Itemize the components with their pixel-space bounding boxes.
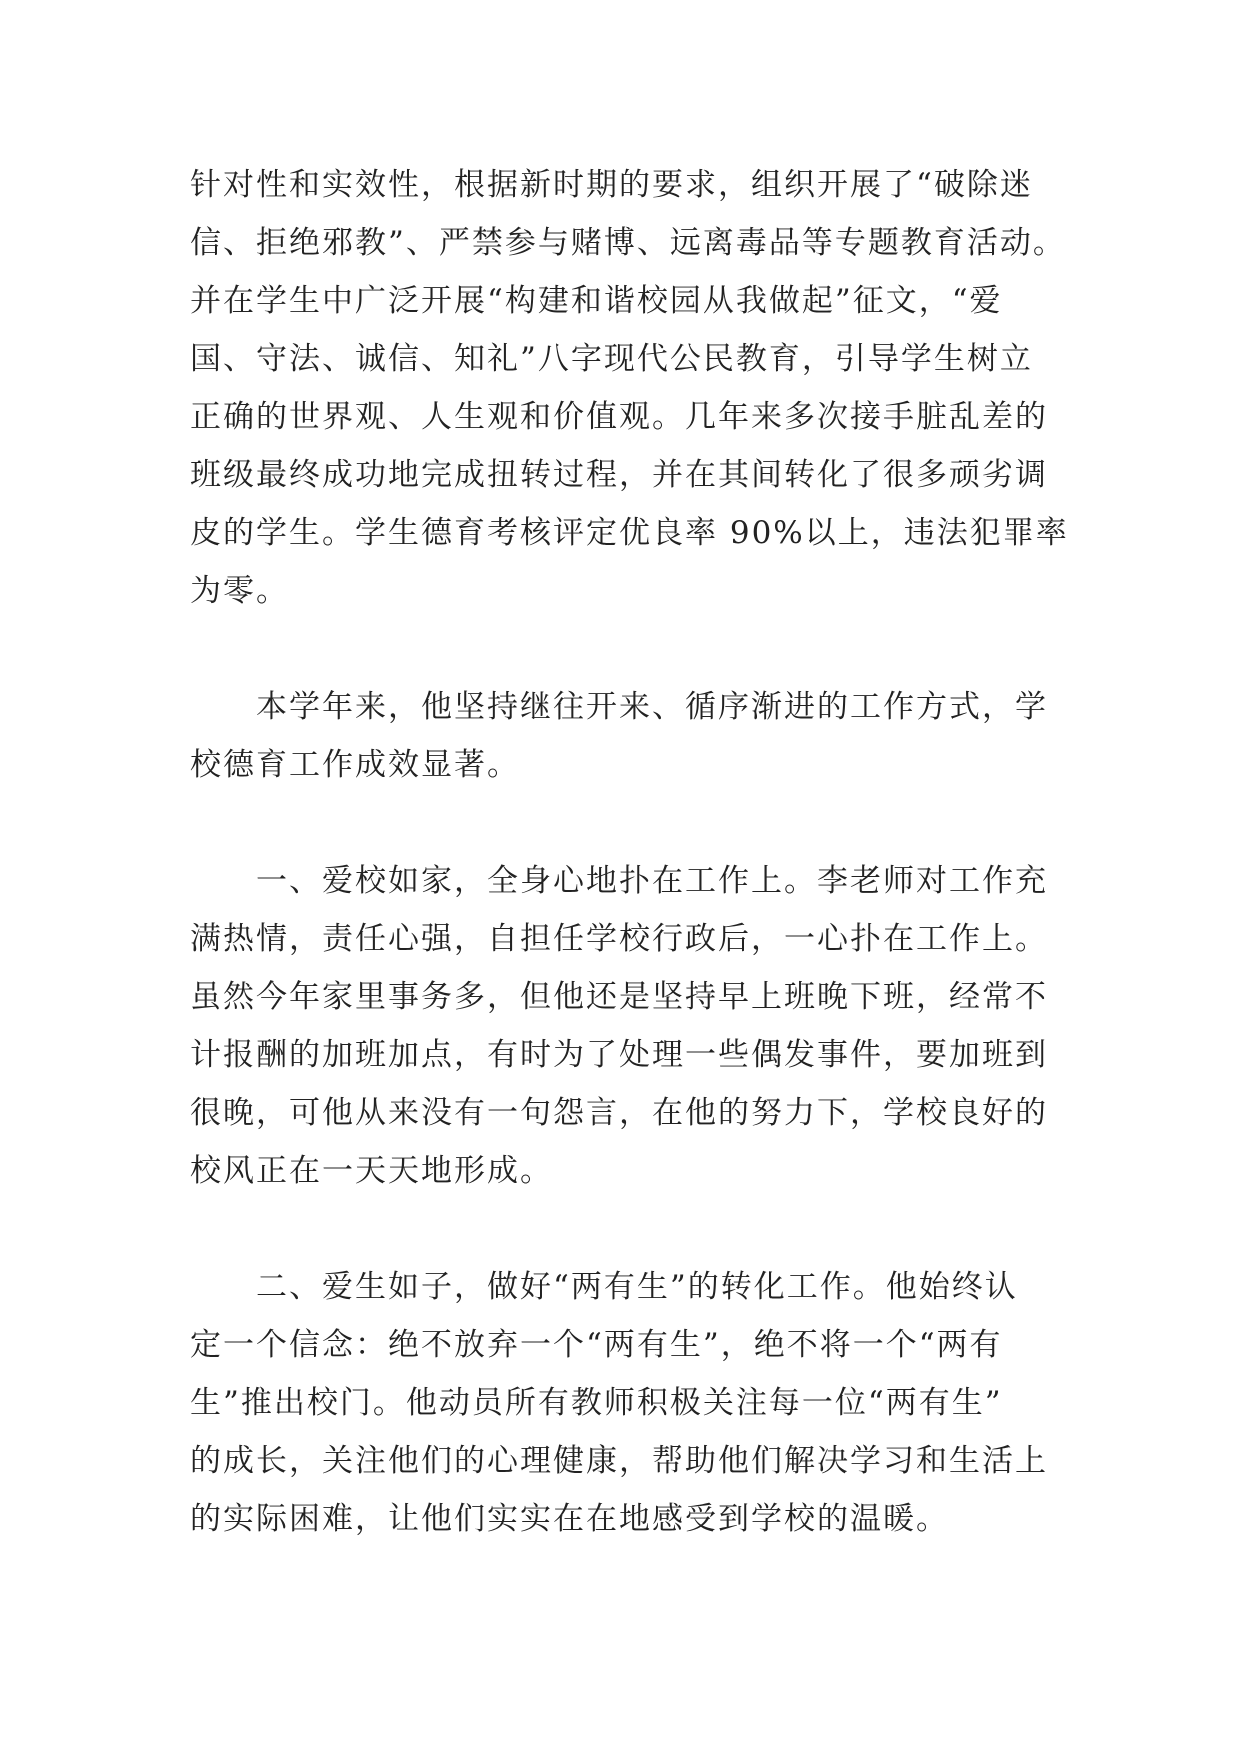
text-line: 信、拒绝邪教”、严禁参与赌博、远离毒品等专题教育活动。: [190, 225, 1066, 261]
text-line: 正确的世界观、人生观和价值观。几年来多次接手脏乱差的: [190, 399, 1048, 435]
text-line: 计报酬的加班加点，有时为了处理一些偶发事件，要加班到: [190, 1037, 1048, 1073]
text-line: 校德育工作成效显著。: [190, 747, 520, 783]
text-line: 一、爱校如家，全身心地扑在工作上。李老师对工作充: [190, 863, 1048, 899]
text-line: 满热情，责任心强，自担任学校行政后，一心扑在工作上。: [190, 921, 1048, 957]
text-line: 的实际困难，让他们实实在在地感受到学校的温暖。: [190, 1501, 949, 1537]
text-line: 班级最终成功地完成扭转过程，并在其间转化了很多顽劣调: [190, 457, 1048, 493]
text-line: 生”推出校门。他动员所有教师积极关注每一位“两有生”: [190, 1385, 1003, 1421]
paragraph-love-students: [190, 1258, 1050, 1548]
text-line: 定一个信念：绝不放弃一个“两有生”，绝不将一个“两有: [190, 1327, 1003, 1363]
paragraph-school-year-summary: [190, 678, 1050, 794]
text-line: 的成长，关注他们的心理健康，帮助他们解决学习和生活上: [190, 1443, 1048, 1479]
paragraph-love-school: [190, 852, 1050, 1200]
text-line: 皮的学生。学生德育考核评定优良率 90%以上，违法犯罪率: [190, 515, 1069, 551]
text-line: 虽然今年家里事务多，但他还是坚持早上班晚下班，经常不: [190, 979, 1048, 1015]
text-line: 校风正在一天天地形成。: [190, 1153, 553, 1189]
text-line: 本学年来，他坚持继往开来、循序渐进的工作方式，学: [190, 689, 1048, 725]
text-line: 针对性和实效性，根据新时期的要求，组织开展了“破除迷: [190, 167, 1033, 203]
text-line: 国、守法、诚信、知礼”八字现代公民教育，引导学生树立: [190, 341, 1033, 377]
text-line: 二、爱生如子，做好“两有生”的转化工作。他始终认: [190, 1269, 1018, 1305]
text-line: 为零。: [190, 573, 289, 609]
text-line: 很晚，可他从来没有一句怨言，在他的努力下，学校良好的: [190, 1095, 1048, 1131]
text-line: 并在学生中广泛开展“构建和谐校园从我做起”征文，“爱: [190, 283, 1003, 319]
paragraph-moral-education-activities: [190, 156, 1069, 620]
